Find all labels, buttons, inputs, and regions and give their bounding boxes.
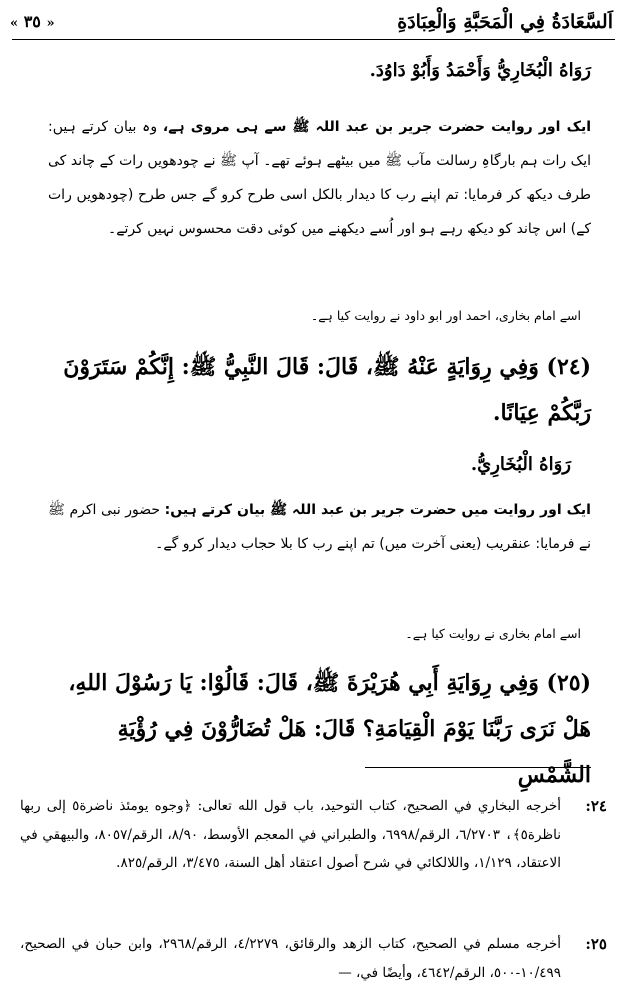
urdu-lead-2: ایک اور روایت میں حضرت جریر بن عبد اللہ ﷺ بیان کرتے ہیں: [164, 502, 591, 518]
attribution-2: اسے امام بخاری نے روایت کیا ہے۔ [405, 626, 581, 641]
urdu-text-1: وہ بیان کرتے ہیں: ایک رات ہم بارگاہِ رسالت مآب ﷺ میں بیٹھے ہوئے تھے۔ آپ ﷺ نے چودھویں رات کے چاند کی طرف دیکھ کر فرمایا: تم اپنے رب کا دیدار بالکل اسی طرح کرو گے جس طرح (چودھویں رات کے) اس چاند کو دیکھ رہے ہو اور اُسے دیکھنے میں کوئی دقت محسوس نہیں کرتے۔ [48, 119, 591, 237]
page-number-box [10, 8, 55, 38]
footnote-text: أخرجه مسلم في الصحيح، كتاب الزهد والرقائق، ٤/٢٢٧٩، الرقم/٢٩٦٨، وابن حبان في الصحيح، ١٠/٤٩٩-٥٠٠، الرقم/٤٦٤٢، وأيضًا في، — [20, 936, 561, 981]
hadith-24: (٢٤) وَفِي رِوَايَةٍ عَنْهُ ﷺ، قَالَ: قَالَ النَّبِيُّ ﷺ: إِنَّكُمْ سَتَرَوْنَ رَبَّكُمْ عِيَانًا. [63, 354, 591, 426]
footnote-24 [20, 792, 607, 878]
footnote-number: ٢٤: [585, 797, 607, 815]
riwayah-line-1: رَوَاهُ الْبُخَارِيُّ وَأَحْمَدُ وَأَبُوْ دَاوُدَ. [369, 60, 591, 81]
urdu-translation-2 [48, 493, 591, 561]
page-number: ٣٥ [23, 12, 41, 31]
attribution-1: اسے امام بخاری، احمد اور ابو داود نے روایت کیا ہے۔ [310, 308, 581, 323]
page-header [10, 8, 613, 36]
footnote-25 [20, 930, 607, 987]
urdu-lead-1: ایک اور روایت حضرت جریر بن عبد اللہ ﷺ سے ہی مروی ہے، [162, 119, 591, 135]
footnote-text: أخرجه البخاري في الصحيح، كتاب التوحيد، باب قول الله تعالى: ﴿وجوه يومئذ ناضرة٥ إلى ربها ناظرة٥﴾، ٦/٢٧٠٣، الرقم/٦٩٩٨، والطبراني في المعجم الأوسط، ٨/٩٠، الرقم/٨٠٥٧، والبيهقي في الاعتقاد، ١/١٢٩، واللالكائي في شرح أصول اعتقاد أهل السنة، ٣/٤٧٥، الرقم/٨٢٥. [20, 798, 562, 871]
footnote-rule [365, 767, 591, 768]
header-rule [12, 39, 615, 40]
hadith-25: (٢٥) وَفِي رِوَايَةِ أَبِي هُرَيْرَةَ ﷺ، قَالَ: قَالُوْا: يَا رَسُوْلَ اللهِ، هَلْ نَرَى رَبَّنَا يَوْمَ الْقِيَامَةِ؟ قَالَ: هَلْ تُضَارُّوْنَ فِي رُؤْيَةِ الشَّمْسِ [68, 670, 591, 788]
urdu-translation-1 [48, 110, 591, 246]
urdu-text-2: حضور نبی اکرم ﷺ نے فرمایا: عنقریب (یعنی آخرت میں) تم اپنے رب کا بلا حجاب دیدار کرو گے۔ [48, 502, 591, 552]
ornament-left-icon: « [10, 16, 19, 31]
footnote-number: ٢٥: [585, 935, 607, 953]
ornament-right-icon: » [46, 16, 55, 31]
riwayah-line-2: رَوَاهُ الْبُخَارِيُّ. [470, 454, 571, 475]
running-title: اَلسَّعَادَةُ فِي الْمَحَبَّةِ وَالْعِبَادَةِ [397, 11, 613, 33]
